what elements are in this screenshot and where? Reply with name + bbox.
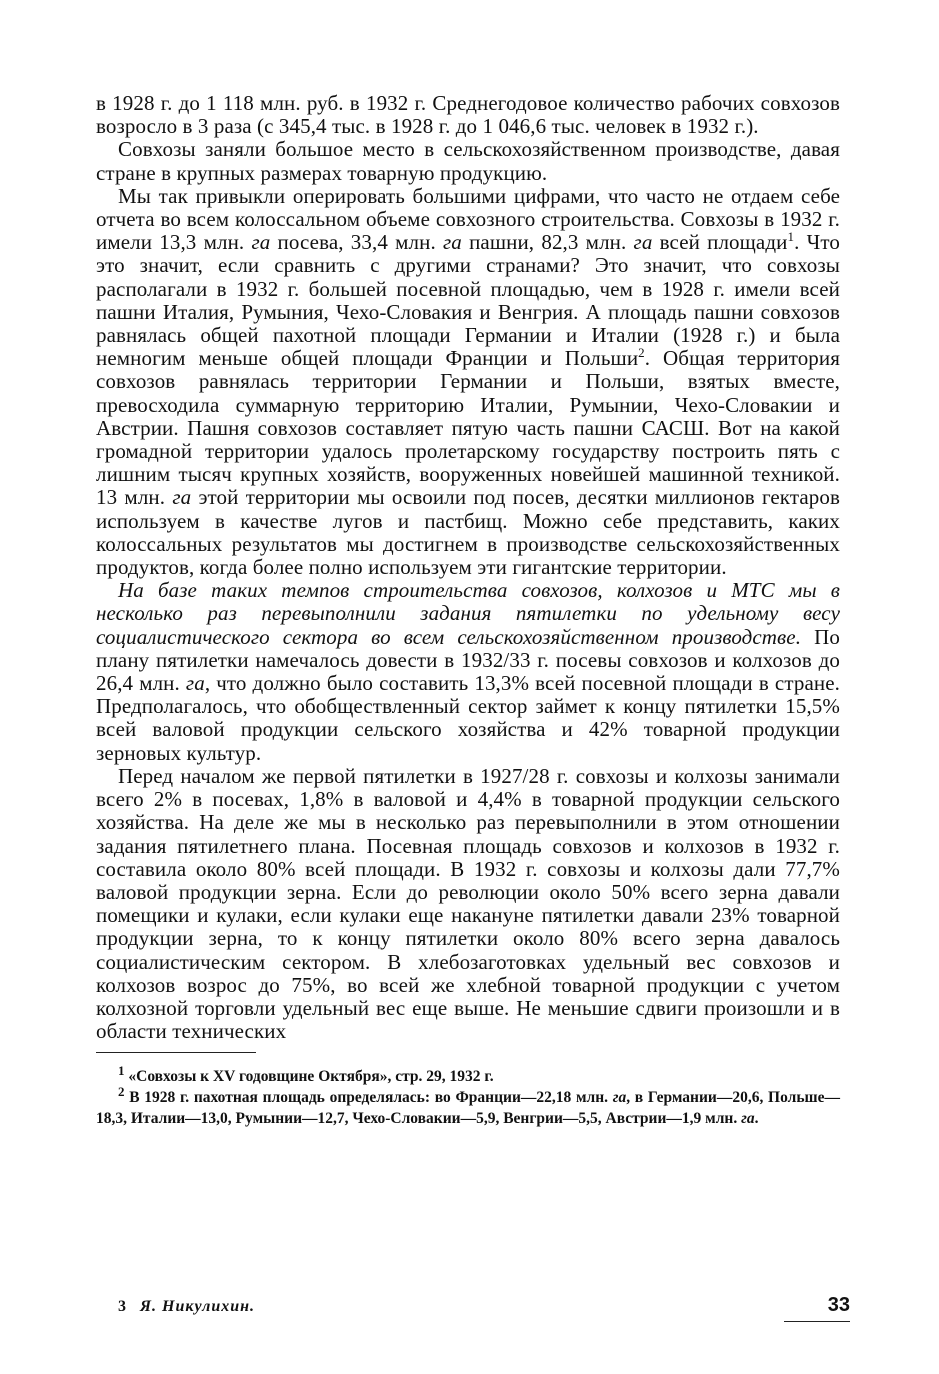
italic-text: га [443, 230, 462, 255]
italic-text: га [741, 1110, 755, 1128]
footnote-marker: 2 [638, 345, 645, 361]
italic-text: га [633, 230, 653, 255]
text-run: По плану пятилетки намечалось довести в 1932/33 г. посевы совхозов и колхозов до 26,4 млн. [96, 624, 840, 696]
page-number-underline [784, 1321, 850, 1322]
text-run: Мы так привыкли оперировать большими цифрами, что часто не отдаем себе отчета во всем колоссальном объеме совхозного строительства. Совхозы в 1932 г. имели 13,3 млн. [96, 183, 840, 255]
footnote [96, 1084, 840, 1129]
text-run: пашни, 82,3 млн. [461, 230, 634, 255]
italic-text: га [612, 1089, 627, 1107]
text-run: Совхозы заняли большое место в сельскохозяйственном производстве, давая стране в крупных размерах товарную продукцию. [96, 137, 840, 185]
paragraph [96, 185, 840, 579]
footnote-marker: 2 [118, 1084, 125, 1100]
paragraph [96, 92, 840, 138]
paragraph [96, 765, 840, 1043]
text-run: Перед началом же первой пятилетки в 1927/28 г. совхозы и колхозы занимали всего 2% в посевах, 1,8% в валовой и 4,4% в товарной продукции сельского хозяйства. На деле же мы в несколько раз перевыполнили в этом отношении задания пятилетнего плана. Посевная площадь совхозов и колхозов в 1932 г. составила около 80% всей площади. В 1932 г. совхозы и колхозы дали 77,7% валовой продукции зерна. Если до революции около 50% всего зерна давали помещики и кулаки, если кулаки еще накануне пятилетки давали 23% товарной продукции зерна, то к концу пятилетки около 80% всего зерна давалось социалистическим сектором. В хлебозаготовках удельный вес совхозов и колхозов возрос до 75%, во всей же хлебной товарной продукции с учетом колхозной торговли удельный вес еще выше. Не меньшие сдвиги произошли и в области технических [96, 763, 840, 1044]
footnote-marker: 1 [787, 229, 795, 245]
text-run: . Что это значит, если сравнить с другими странами? Это значит, что совхозы располагали в 1932 г. большей посевной площадью, чем в 1928 г. имели всей пашни Италия, Румыния, Чехо-Словакия и Венгрия. А площадь пашни совхозов равнялась общей пахотной площади Германии и Италии (1928 г.) и была немногим меньше общей площади Франции и Польши [96, 230, 840, 371]
text-run: в 1928 г. до 1 118 млн. руб. в 1932 г. Среднегодовое количество рабочих совхозов возросло в 3 раза (с 345,4 тыс. в 1928 г. до 1 046,6 тыс. человек в 1932 г.). [96, 91, 840, 139]
paragraph [96, 138, 840, 184]
footnote-marker: 1 [118, 1063, 125, 1079]
text-run: , что должно было составить 13,3% всей посевной площади в стране. Предполагалось, что обобществленный сектор займет к концу пятилетки 15,5% всей валовой продукции сельского хозяйства и 42% товарной продукции зерновых культур. [96, 671, 840, 765]
page-footer [118, 1294, 850, 1324]
italic-text: га [251, 230, 271, 255]
italic-text: га [185, 671, 205, 696]
text-run: В 1928 г. пахотная площадь определялась: во Франции—22,18 млн. [124, 1089, 613, 1107]
text-run: «Совхозы к XV годовщине Октября», стр. 29, 1932 г. [124, 1068, 494, 1086]
footnote [96, 1063, 840, 1087]
body-text [96, 92, 840, 1043]
text-run: , в Германии—20,6, Польше—18,3, Италии—13,0, Румынии—12,7, Чехо-Словакии—5,9, Венгрии—5,5, Австрии—1,9 млн. [96, 1089, 840, 1128]
text-run: этой территории мы освоили под посев, десятки миллионов гектаров используем в качестве лугов и пастбищ. Можно себе представить, каких колоссальных результатов мы достигнем в производстве сельскохозяйственных продуктов, когда более полно используем эти гигантские территории. [96, 485, 840, 580]
paragraph [96, 579, 840, 765]
page-number: 33 [827, 1294, 850, 1316]
signature-author: Я. Никулихин. [140, 1298, 256, 1315]
text-run: . [754, 1110, 759, 1128]
italic-text: га [172, 485, 192, 510]
text-run: . Общая территория совхозов равнялась территории Германии и Польши, взятых вместе, превосходила суммарную территорию Италии, Румынии, Чехо-Словакии и Австрии. Пашня совхозов составляет пятую часть пашни САСШ. Вот на какой громадной территории удалось пролетарскому государству построить пять с лишним тысяч крупных хозяйств, вооруженных новейшей машинной техникой. 13 млн. [96, 346, 840, 510]
footnotes [96, 1063, 840, 1129]
text-run: всей площади [652, 230, 788, 255]
italic-text: На базе таких темпов строительства совхозов, колхозов и МТС мы в несколько раз перевыполнили задания пятилетки по удельному весу социалистического сектора во всем сельскохозяйственном производстве. [96, 578, 840, 649]
signature-number: 3 [118, 1298, 126, 1315]
footnote-separator [96, 1052, 256, 1053]
page-content [96, 92, 840, 1129]
text-run: посева, 33,4 млн. [270, 230, 443, 255]
